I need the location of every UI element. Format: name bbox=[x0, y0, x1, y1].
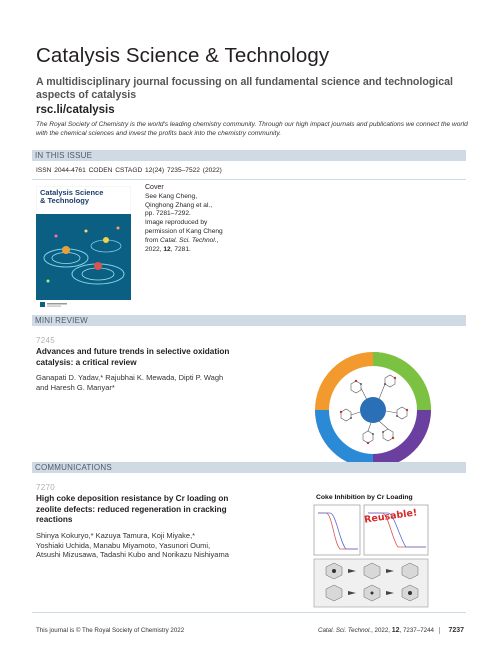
article-title[interactable]: High coke deposition resistance by Cr loading on zeolite defects: reduced regeneration in cracking reactions bbox=[36, 494, 229, 524]
footer-page-number: 7237 bbox=[448, 627, 465, 635]
issue-info: ISSN 2044-4761 CODEN CSTAGD 12(24) 7235–7522 (2022) bbox=[36, 167, 222, 174]
cover-caption-line: Qinghong Zhang et al., bbox=[145, 201, 213, 209]
article-title[interactable]: Advances and future trends in selective oxidation catalysis: a critical review bbox=[36, 347, 230, 367]
divider bbox=[32, 612, 466, 613]
section-communications: COMMUNICATIONS bbox=[32, 462, 466, 473]
section-in-this-issue: IN THIS ISSUE bbox=[32, 150, 466, 161]
cover-caption-line: 2022, 12, 7281. bbox=[145, 245, 191, 253]
cover-caption-line: Image reproduced by bbox=[145, 219, 208, 227]
journal-url[interactable]: rsc.li/catalysis bbox=[36, 104, 115, 116]
section-mini-review: MINI REVIEW bbox=[32, 315, 466, 326]
footer-copyright: This journal is © The Royal Society of Chemistry 2022 bbox=[36, 627, 185, 634]
article-page-number[interactable]: 7245 bbox=[36, 336, 55, 345]
cover-caption bbox=[145, 184, 237, 254]
footer-citation: Catal. Sci. Technol., 2022, 12, 7237–7244 7237 bbox=[318, 627, 465, 635]
cover-illustration bbox=[36, 186, 131, 310]
journal-tagline: A multidisciplinary journal focussing on all fundamental science and technological aspects of catalysis bbox=[36, 76, 453, 101]
article-page-number[interactable]: 7270 bbox=[36, 483, 55, 492]
cover-caption-line: pp. 7281–7292. bbox=[145, 210, 191, 218]
cover-caption-heading: Cover bbox=[145, 184, 164, 191]
reusable-stamp: Reusable! bbox=[363, 507, 418, 526]
rsc-note: The Royal Society of Chemistry is the world's leading chemistry community. Through our high impact journals and publications we connect the world with the chemical sciences and invest the profits back into the chemistry community. bbox=[36, 121, 468, 137]
journal-title: Catalysis Science & Technology bbox=[36, 44, 330, 67]
divider bbox=[32, 179, 466, 180]
cover-caption-line: See Kang Cheng, bbox=[145, 192, 198, 200]
communication-figure-title: Coke Inhibition by Cr Loading bbox=[316, 494, 413, 501]
cover-image-title: Catalysis Science & Technology bbox=[40, 188, 104, 205]
article-authors: Ganapati D. Yadav,* Rajubhai K. Mewada, Dipti P. Wagh and Haresh G. Manyar* bbox=[36, 373, 224, 392]
article-authors: Shinya Kokuryo,* Kazuya Tamura, Koji Miyake,* Yoshiaki Uchida, Manabu Miyamoto, Yasunori Oumi, Atsushi Mizusawa, Tadashi Kubo and Norikazu Nishiyama bbox=[36, 531, 229, 559]
mini-review-graphic[interactable] bbox=[311, 348, 435, 472]
cover-caption-line: from Catal. Sci. Technol., bbox=[145, 236, 219, 244]
cover-caption-line: permission of Kang Cheng bbox=[145, 227, 223, 235]
cover-image[interactable] bbox=[36, 186, 131, 310]
